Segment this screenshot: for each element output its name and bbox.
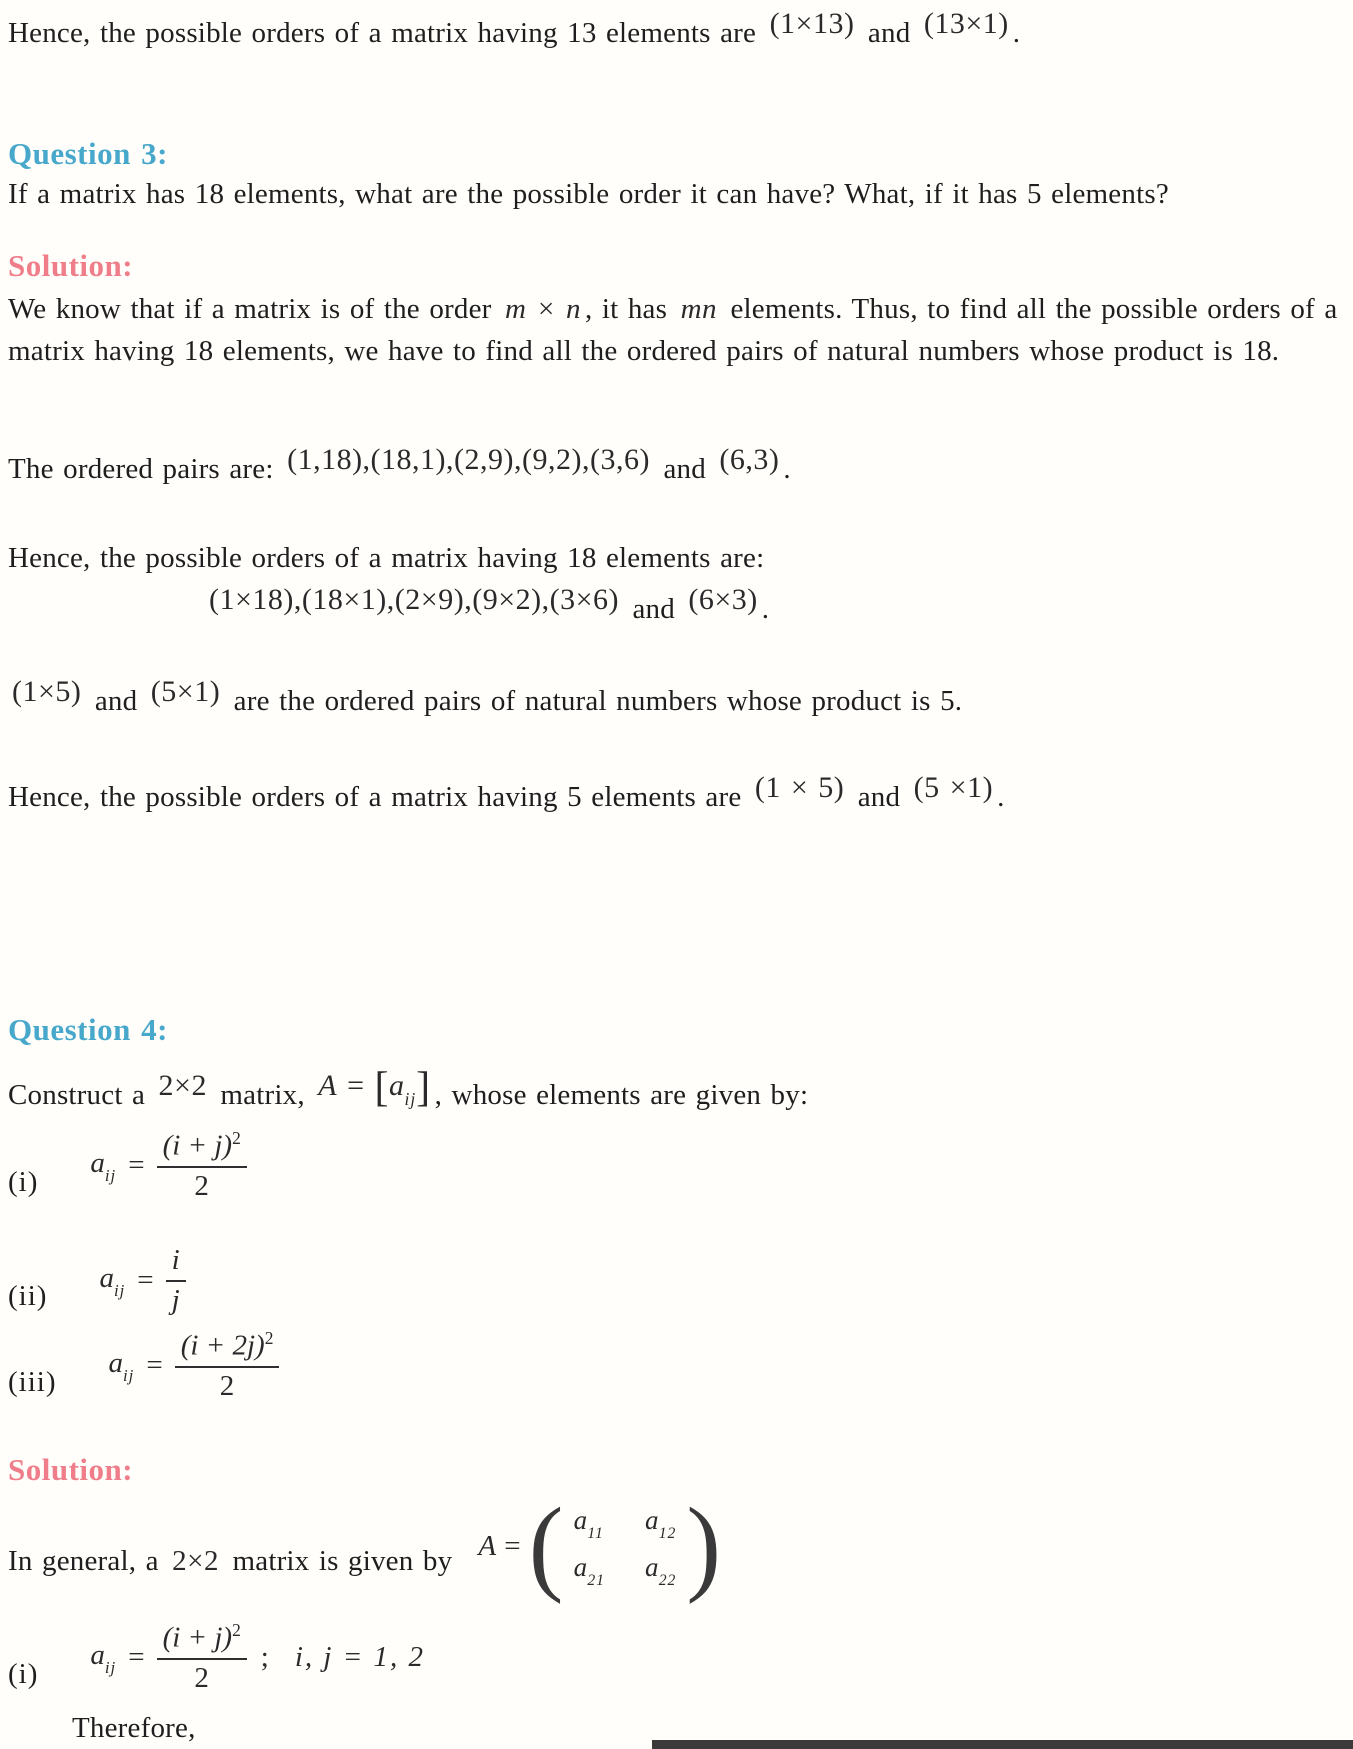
condition-ij-values: i, j = 1, 2	[294, 1640, 426, 1673]
intro-text: Hence, the possible orders of a matrix having 13 elements are	[8, 17, 757, 49]
right-paren: )	[686, 1486, 722, 1605]
math-2x2: 2×2	[158, 1069, 207, 1102]
item-label-ii: (ii)	[8, 1280, 48, 1312]
math-order-1x5-b: (1 × 5)	[754, 771, 845, 804]
math-order-1x5: (1×5)	[12, 675, 82, 708]
item-label-i: (i)	[8, 1165, 39, 1198]
math-order-5x1-b: (5 ×1)	[913, 771, 994, 804]
math-orders-18: (1×18),(18×1),(2×9),(9×2),(3×6)	[209, 583, 619, 616]
math-order-13x1: (13×1)	[923, 7, 1009, 40]
question4-text: Construct a 2×2 matrix, $A = [a_{ij}]$ , whose elements are given by:	[8, 1065, 809, 1111]
formula-item-i-solution	[8, 1620, 425, 1695]
fraction: $\frac{(i + j)^2}{2}$	[157, 1620, 247, 1695]
math-2x2-b: 2×2	[172, 1545, 220, 1578]
math-order-5x1: (5×1)	[150, 675, 221, 708]
math-order-6x3: (6×3)	[688, 583, 758, 616]
solution-heading-q3: Solution:	[8, 248, 134, 283]
formula-aij-i: $a_{ij}$ = $\frac{(i + j)^2}{2}$	[90, 1128, 246, 1203]
matrix-cells	[572, 1503, 679, 1590]
matrix-cell-a12: $a_{12}$	[645, 1504, 677, 1542]
math-mn: mn	[680, 293, 718, 325]
intro-paragraph: Hence, the possible orders of a matrix having 13 elements are (1×13) and (13×1) .	[8, 7, 1021, 49]
formula-item-iii	[8, 1328, 279, 1403]
orders-18-values-line: (1×18),(18×1),(2×9),(9×2),(3×6) and (6×3) .	[209, 583, 770, 625]
right-bracket: ]	[416, 1065, 431, 1111]
orders-5-line: Hence, the possible orders of a matrix having 5 elements are (1 × 5) and (5 ×1) .	[8, 771, 1005, 813]
math-pair-6-3: (6,3)	[719, 443, 780, 476]
fraction: $\frac{i}{j}$	[166, 1244, 186, 1317]
general-matrix-line: In general, a 2×2 matrix is given by A = ( $a_{11}$ $a_{12}$ $a_{21}$ $a_{22}$ )	[8, 1486, 722, 1605]
left-bracket: [	[374, 1065, 389, 1111]
question3-text: If a matrix has 18 elements, what are the possible order it can have? What, if it has 5 elements?	[8, 178, 1169, 210]
math-m-times-n: m × n	[504, 293, 581, 325]
math-A-equals-aij: $A = [a_{ij}]$	[318, 1065, 431, 1111]
orders-18-intro-line: Hence, the possible orders of a matrix having 18 elements are:	[8, 542, 765, 574]
item-label-iii: (iii)	[8, 1365, 57, 1398]
pairs-5-line: (1×5) and (5×1) are the ordered pairs of natural numbers whose product is 5.	[12, 675, 963, 717]
solution-heading-q4: Solution:	[8, 1452, 134, 1487]
bottom-bar	[652, 1740, 1353, 1749]
formula-aij-ii: $a_{ij}$ = $\frac{i}{j}$	[99, 1244, 185, 1317]
question4-heading: Question 4:	[8, 1012, 168, 1047]
therefore-label: Therefore,	[72, 1712, 196, 1744]
matrix-cell-a11: $a_{11}$	[573, 1504, 604, 1542]
ordered-pairs-line: The ordered pairs are: (1,18),(18,1),(2,9),(9,2),(3,6) and (6,3) .	[8, 443, 791, 485]
solution-q3-paragraph: We know that if a matrix is of the order m × n , it has mn elements. Thus, to find all the possible orders of a matrix having 18 elements, we have to find all the ordered pairs of natural numbers whose product is 18.	[8, 293, 1338, 367]
item-label-i-solution: (i)	[8, 1657, 39, 1690]
formula-aij-i-solution: $a_{ij}$ = $\frac{(i + j)^2}{2}$ ; i, j = 1, 2	[90, 1620, 426, 1694]
question3-heading: Question 3:	[8, 136, 168, 171]
matrix-A-general: A = ( $a_{11}$ $a_{12}$ $a_{21}$ $a_{22}$ )	[478, 1486, 722, 1605]
math-order-1x13: (1×13)	[769, 7, 855, 40]
fraction: $\frac{(i + j)^2}{2}$	[157, 1128, 247, 1203]
formula-item-i	[8, 1128, 247, 1203]
math-ordered-pairs: (1,18),(18,1),(2,9),(9,2),(3,6)	[287, 443, 650, 476]
left-paren: (	[528, 1486, 564, 1605]
formula-aij-iii: $a_{ij}$ = $\frac{(i + 2j)^2}{2}$	[109, 1328, 280, 1403]
matrix-cell-a22: $a_{22}$	[645, 1552, 677, 1589]
matrix-cell-a21: $a_{21}$	[573, 1552, 605, 1589]
fraction: $\frac{(i + 2j)^2}{2}$	[175, 1328, 280, 1403]
formula-item-ii	[8, 1244, 186, 1317]
